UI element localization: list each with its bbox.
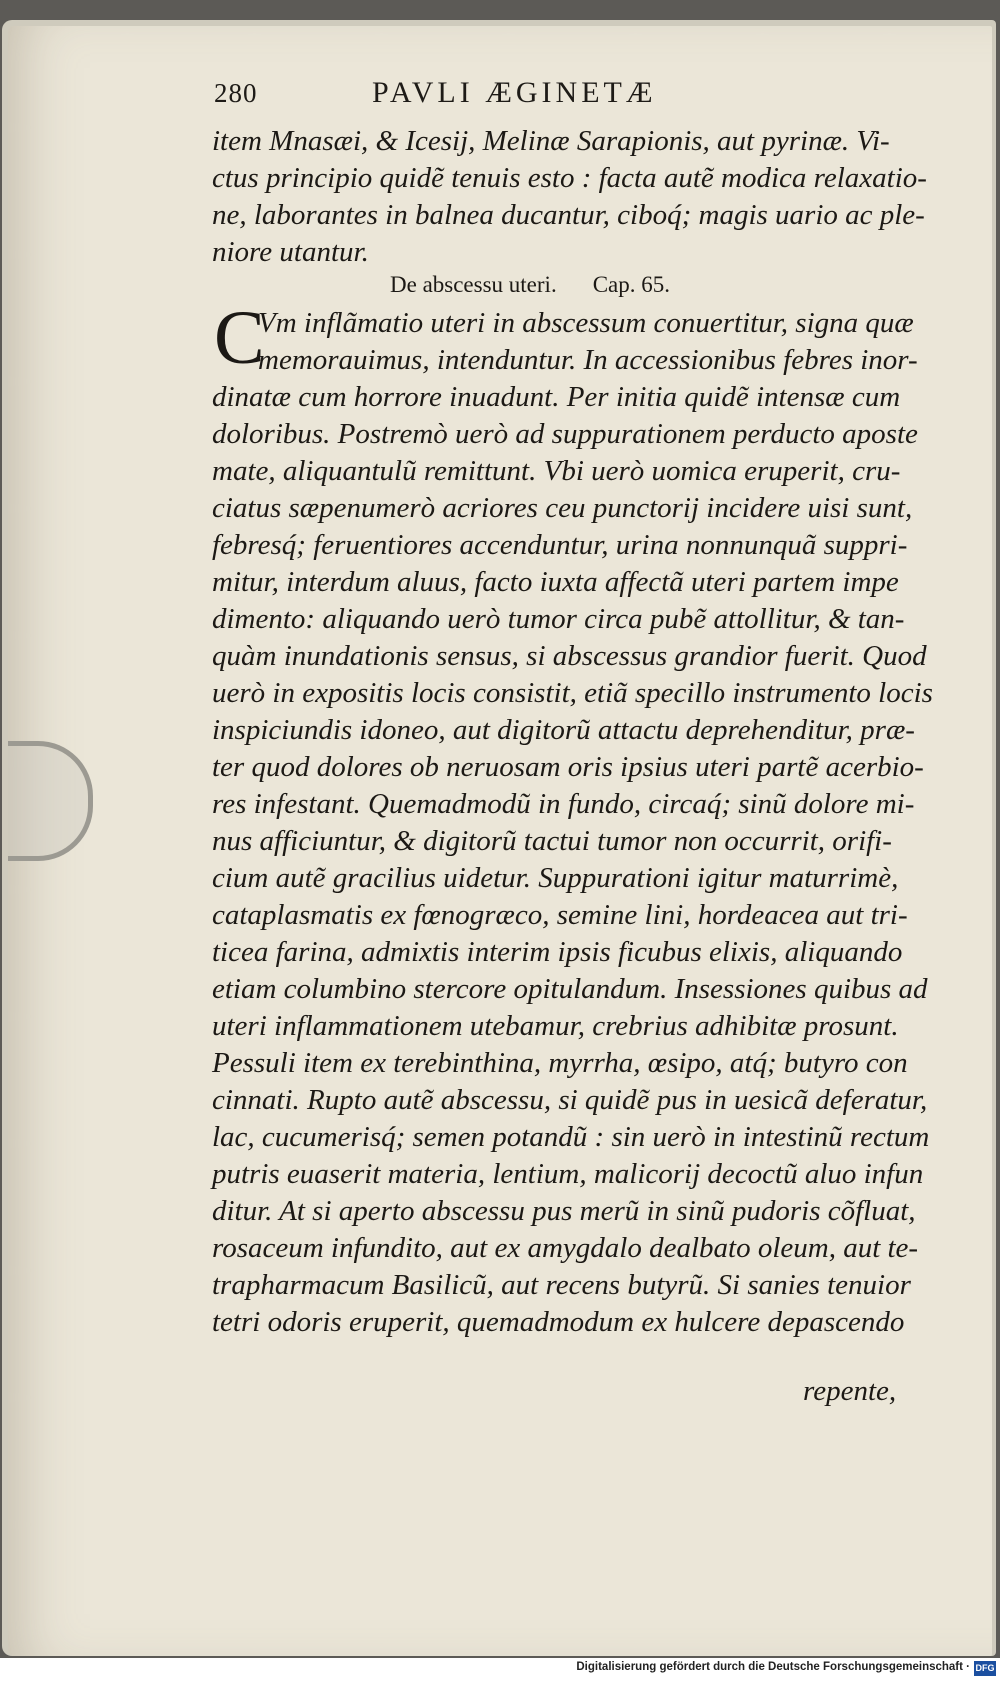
body-line: febresq́; feruentiores accenduntur, urina nonnunquã suppri- <box>212 529 908 561</box>
running-head: PAVLI ÆGINETÆ <box>372 76 657 109</box>
digitization-footer <box>0 1658 1000 1681</box>
page-number: 280 <box>214 78 258 108</box>
chapter-title: De abscessu uteri. <box>390 272 557 297</box>
body-line: lac, cucumerisq́; semen potandũ : sin uerò in intestinũ rectum <box>212 1121 930 1153</box>
dfg-logo-icon: DFG <box>974 1661 996 1676</box>
catchword: repente, <box>803 1375 897 1407</box>
chapter-heading <box>390 272 670 298</box>
body-line: ticea farina, admixtis interim ipsis ficubus elixis, aliquando <box>212 936 903 968</box>
body-line: Vm inflãmatio uteri in abscessum conuertitur, signa quæ <box>258 307 914 339</box>
body-line: dinatæ cum horrore inuadunt. Per initia quidẽ intensæ cum <box>212 381 901 413</box>
drop-cap: C <box>214 296 265 380</box>
page-header <box>214 78 774 118</box>
body-line: cium autẽ gracilius uidetur. Suppurationi igitur maturrimè, <box>212 862 899 894</box>
body-line: quàm inundationis sensus, si abscessus grandior fuerit. Quod <box>212 640 927 672</box>
body-line: nus afficiuntur, & digitorũ tactui tumor non occurrit, orifi- <box>212 825 892 857</box>
body-line: cataplasmatis ex fœnogræco, semine lini, hordeacea aut tri- <box>212 899 908 931</box>
intro-line: item Mnasæi, & Icesij, Melinæ Sarapionis, aut pyrinæ. Vi- <box>212 125 890 157</box>
body-line: tetri odoris eruperit, quemadmodum ex hulcere depascendo <box>212 1306 905 1338</box>
body-line: mitur, interdum aluus, facto iuxta affectã uteri partem impe <box>212 566 899 598</box>
body-line: ter quod dolores ob neruosam oris ipsius uteri partẽ acerbio- <box>212 751 924 783</box>
body-line: rosaceum infundito, aut ex amygdalo dealbato oleum, aut te- <box>212 1232 919 1264</box>
body-line: res infestant. Quemadmodũ in fundo, circaq́; sinũ dolore mi- <box>212 788 915 820</box>
chapter-number: Cap. 65. <box>592 272 671 297</box>
intro-line: ctus principio quidẽ tenuis esto : facta autẽ modica relaxatio- <box>212 162 927 194</box>
body-line: etiam columbino stercore opitulandum. Insessiones quibus ad <box>212 973 928 1005</box>
intro-line: ne, laborantes in balnea ducantur, ciboq́; magis uario ac ple- <box>212 199 925 231</box>
body-line: cinnati. Rupto autẽ abscessu, si quidẽ pus in uesicã deferatur, <box>212 1084 928 1116</box>
body-line: memorauimus, intenduntur. In accessionibus febres inor- <box>258 344 918 376</box>
footer-credit: Digitalisierung gefördert durch die Deutsche Forschungsgemeinschaft · <box>576 1661 970 1673</box>
intro-line: niore utantur. <box>212 236 369 268</box>
body-line: trapharmacum Basilicũ, aut recens butyrũ. Si sanies tenuior <box>212 1269 911 1301</box>
body-line: ciatus sæpenumerò acriores ceu punctorij incidere uisi sunt, <box>212 492 913 524</box>
body-line: mate, aliquantulũ remittunt. Vbi uerò uomica eruperit, cru- <box>212 455 901 487</box>
body-line: putris euaserit materia, lentium, malicorij decoctũ aluo infun <box>212 1158 924 1190</box>
body-line: doloribus. Postremò uerò ad suppurationem perducto aposte <box>212 418 918 450</box>
body-line: ditur. At si aperto abscessu pus merũ in sinũ pudoris cõfluat, <box>212 1195 916 1227</box>
page-clip <box>8 741 93 861</box>
body-line: uerò in expositis locis consistit, etiã specillo instrumento locis <box>212 677 933 709</box>
body-line: Pessuli item ex terebinthina, myrrha, œsipo, atq́; butyro con <box>212 1047 908 1079</box>
body-line: dimento: aliquando uerò tumor circa pubẽ attollitur, & tan- <box>212 603 905 635</box>
body-line: inspiciundis idoneo, aut digitorũ attactu deprehenditur, præ- <box>212 714 915 746</box>
body-line: uteri inflammationem utebamur, crebrius adhibitæ prosunt. <box>212 1010 899 1042</box>
